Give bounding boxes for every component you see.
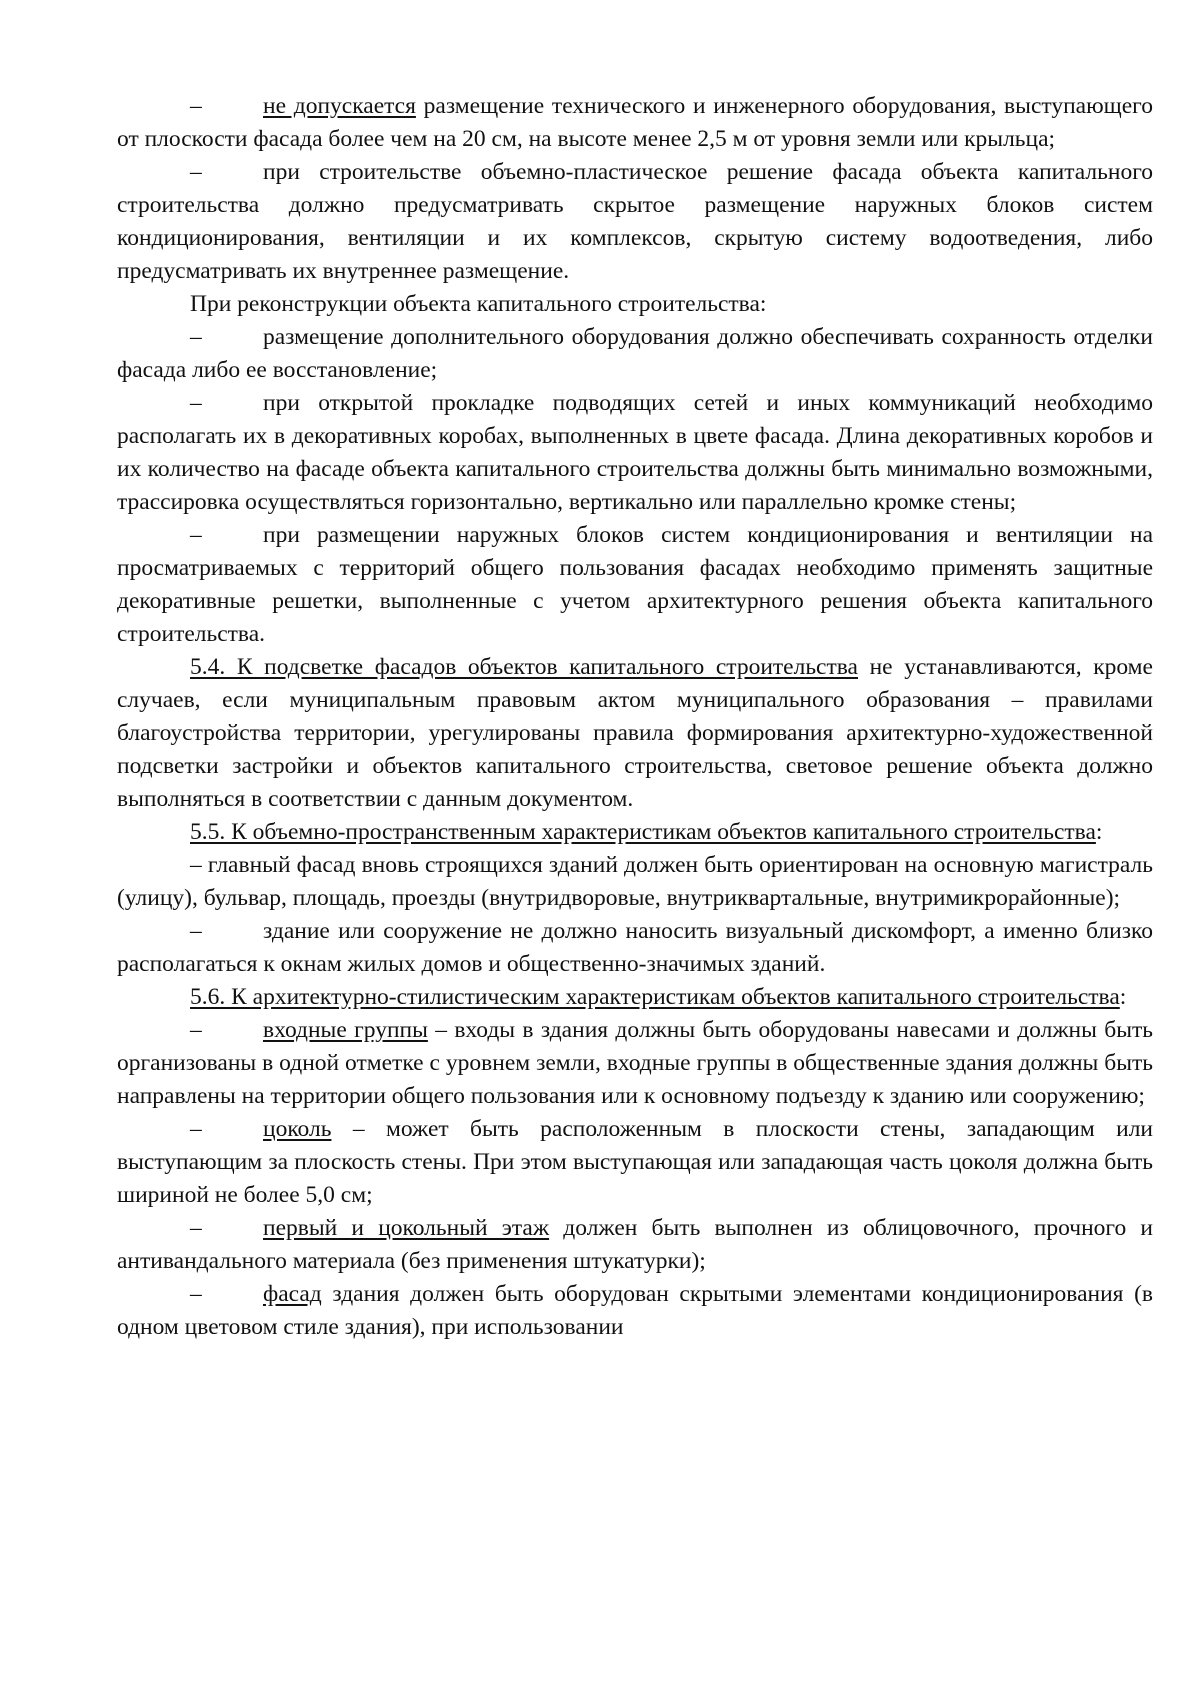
list-item bbox=[117, 1113, 1153, 1212]
dash-marker: – bbox=[190, 93, 202, 119]
underlined-term: первый и цокольный этаж bbox=[263, 1215, 550, 1241]
list-item bbox=[117, 915, 1153, 981]
paragraph-text: при размещении наружных блоков систем кондиционирования и вентиляции на просматриваемых с территорий общего пользования фасадах необходимо применять защитные декоративные решетки, выполненные с учетом архитектурного решения объекта капитального строительства. bbox=[117, 522, 1153, 647]
list-item bbox=[117, 321, 1153, 387]
paragraph-text: : bbox=[1119, 984, 1127, 1010]
underlined-term: фасад bbox=[263, 1281, 322, 1307]
list-item bbox=[117, 90, 1153, 156]
dash-marker: – bbox=[190, 522, 202, 548]
underlined-term: цоколь bbox=[263, 1116, 332, 1142]
underlined-term: не допускается bbox=[263, 93, 416, 119]
list-item bbox=[117, 519, 1153, 651]
section-heading: 5.5. К объемно-пространственным характеристикам объектов капитального строительства bbox=[190, 819, 1096, 845]
paragraph-text: : bbox=[1095, 819, 1103, 845]
paragraph-text: при открытой прокладке подводящих сетей и иных коммуникаций необходимо располагать их в декоративных коробах, выполненных в цвете фасада. Длина декоративных коробов и их количество на фасаде объекта капитального строительства должны быть минимально возможными, трассировка осуществляться горизонтально, вертикально или параллельно кромке стены; bbox=[117, 390, 1153, 515]
list-item bbox=[117, 1278, 1153, 1344]
paragraph-text: размещение технического и инженерного оборудования, выступающего от плоскости фасада более чем на 20 см, на высоте менее 2,5 м от уровня земли или крыльца; bbox=[117, 93, 1153, 152]
list-item bbox=[117, 156, 1153, 288]
paragraph-text: При реконструкции объекта капитального строительства: bbox=[190, 291, 767, 317]
paragraph-text: здание или сооружение не должно наносить визуальный дискомфорт, а именно близко располагаться к окнам жилых домов и общественно-значимых зданий. bbox=[117, 918, 1153, 977]
underlined-term: входные группы bbox=[263, 1017, 428, 1043]
dash-marker: – bbox=[190, 1281, 202, 1307]
paragraph-text: не устанавливаются, кроме случаев, если муниципальным правовым актом муниципального образования – правилами благоустройства территории, урегулированы правила формирования архитектурно-художественной подсветки застройки и объектов капитального строительства, световое решение объекта должно выполняться в соответствии с данным документом. bbox=[117, 654, 1153, 812]
dash-marker: – bbox=[190, 1116, 202, 1142]
dash-marker: – bbox=[190, 1017, 202, 1043]
list-item bbox=[117, 1014, 1153, 1113]
paragraph bbox=[117, 288, 1153, 321]
paragraph-text: – может быть расположенным в плоскости стены, западающим или выступающим за плоскость стены. При этом выступающая или западающая часть цоколя должна быть шириной не более 5,0 см; bbox=[117, 1116, 1153, 1208]
paragraph-text: размещение дополнительного оборудования должно обеспечивать сохранность отделки фасада либо ее восстановление; bbox=[117, 324, 1153, 383]
dash-marker: – bbox=[190, 324, 202, 350]
paragraph-text: – входы в здания должны быть оборудованы навесами и должны быть организованы в одной отметке с уровнем земли, входные группы в общественные здания должны быть направлены на территории общего пользования или к основному подъезду к зданию или сооружению; bbox=[117, 1017, 1153, 1109]
list-item bbox=[117, 1212, 1153, 1278]
paragraph-text: здания должен быть оборудован скрытыми элементами кондиционирования (в одном цветовом стиле здания), при использовании bbox=[117, 1281, 1153, 1340]
section-heading: 5.4. К подсветке фасадов объектов капитального строительства bbox=[190, 654, 858, 680]
section-paragraph bbox=[117, 981, 1153, 1014]
list-item bbox=[117, 849, 1153, 915]
dash-marker: – bbox=[190, 390, 202, 416]
paragraph-text: – главный фасад вновь строящихся зданий должен быть ориентирован на основную магистраль (улицу), бульвар, площадь, проезды (внутридворовые, внутриквартальные, внутримикрорайонные); bbox=[117, 852, 1153, 911]
dash-marker: – bbox=[190, 918, 202, 944]
paragraph-text: при строительстве объемно-пластическое решение фасада объекта капитального строительства должно предусматривать скрытое размещение наружных блоков систем кондиционирования, вентиляции и их комплексов, скрытую систему водоотведения, либо предусматривать их внутреннее размещение. bbox=[117, 159, 1153, 284]
dash-marker: – bbox=[190, 1215, 202, 1241]
section-heading: 5.6. К архитектурно-стилистическим характеристикам объектов капитального строительства bbox=[190, 984, 1120, 1010]
section-paragraph bbox=[117, 651, 1153, 816]
list-item bbox=[117, 387, 1153, 519]
section-paragraph bbox=[117, 816, 1153, 849]
document-page bbox=[117, 90, 1153, 1344]
paragraph-text: должен быть выполнен из облицовочного, прочного и антивандального материала (без применения штукатурки); bbox=[117, 1215, 1153, 1274]
dash-marker: – bbox=[190, 159, 202, 185]
